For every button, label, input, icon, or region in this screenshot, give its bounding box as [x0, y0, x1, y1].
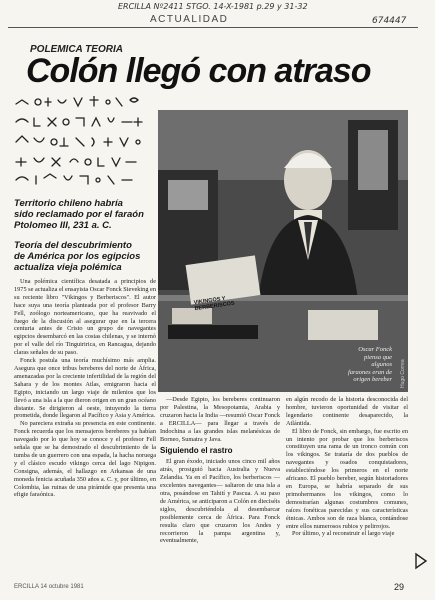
book-title: VIKINGOS Y BERBERISCOS	[193, 295, 236, 313]
paragraph: Fonck postula una teoría muchísimo más amplia. Asegura que once tribus bereberes del norte de África, amenazadas por la creciente infertilidad de la región del Sahara y de los montes Atlas, emigraron hacia el Egipto, iniciando un largo viaje de milenios que los llevó a una isla a la que dieron origen en un gran océano distante. Se dirigieron al oeste, intuyendo la tierra prometida, donde llegaron al Pacífico y Asia y América.	[14, 357, 156, 420]
footer-publication: ERCILLA 14 octubre 1981	[14, 584, 84, 590]
deck-line: de América por los egipcios	[14, 251, 141, 262]
deck-line: Territorio chileno habría	[14, 198, 123, 209]
page-number: 29	[394, 582, 405, 592]
paragraph: Una polémica científica desatada a principios de 1975 se actualiza el ensayista Oscar Fonck Sieveking en su reciente libro "Vikingos y Berberiscos". El autor hace suya una teoría planteada por el profesor Barry Fell, zoólogo norteamericano, que ha reavivado el fuego de la discusión al asegurar que en la tercera centuria antes de Cristo un grupo de navegantes egipcios desembarcó en las costas chilenas, y se internó por el valle del río Tinguiririca, en Rancagua, dejando claras señales de su paso.	[14, 278, 156, 357]
deck-line: Teoría del descubrimiento	[14, 240, 132, 251]
continue-arrow-icon	[414, 552, 428, 570]
deck-line: actualiza vieja polémica	[14, 262, 122, 273]
body-column-2	[160, 396, 280, 576]
caption-line: origen bereber	[353, 376, 392, 384]
paragraph: No pareciera extraña su presencia en este continente. Fonck recuerda que los mensajeros bereberes ya habían navegado por lo que hoy se conoce y el profesor Fell señala que se ha demostrado el descubrimiento de la tumba de un guerrero con una espada, la hacha noruega y el clásico escudo vikingo cerca del lago Nipigon. Consigna, además, el hallazgo en Arkansas de una moneda fenicia acuñada 350 años a. C. y, por último, en Colombia, las ruinas de una pirámide que presenta una efigie faraónica.	[14, 420, 156, 499]
deck-line: sido reclamado por el faraón	[14, 209, 144, 220]
inscription-glyphs	[12, 96, 154, 186]
header-rule	[8, 27, 418, 28]
handwritten-archive-note: ERCILLA Nº2411 STGO. 14-X-1981 p.29 y 31-32	[118, 2, 308, 11]
paragraph: El libro de Fonck, sin embargo, fue escrito en un intento por probar que los berberiscos constituyen una rama de un tronco común con los vikingos. Se trataría de dos pueblos de navegantes y osados conquistadores, estableciéndose los primeros en el norte africano. El pueblo bereber, según historiadores en Europa, se habría separado de sus primohermanos los vikingos, como lo demostrarían algunas costumbres comunes, raíces fonéticas parecidas y sus características étnicas. Ambos son de raza blanca, contándose entre ellos numerosos rubios y pelirrojos.	[286, 427, 408, 530]
body-column-3	[286, 396, 408, 576]
body-column-1	[14, 278, 156, 568]
paragraph: Por último, y al reconstruir el largo viaje	[292, 530, 395, 538]
handwritten-archive-number: 674447	[372, 16, 407, 26]
photo-caption	[302, 346, 392, 384]
caption-line: faraones eran de	[347, 368, 392, 376]
caption-line: piensa que	[364, 353, 392, 361]
deck-teoria	[14, 240, 159, 273]
paragraph: —Desde Egipto, los bereberes continuaron por Palestina, la Mesopotamia, Arabia y cruzaron hacia la India —resumió Oscar Fonck a ERCILLA— para llegar a través de Indochina a las grandes islas melanésicas de Borneo, Sumatra y Java.	[160, 396, 280, 443]
paragraph: en algún recodo de la historia desconocida del hombre, tuvieron oportunidad de visitar el legendario continente desaparecido, la Atlántida.	[286, 396, 408, 427]
article-photo	[158, 110, 408, 392]
section-label: ACTUALIDAD	[150, 14, 229, 25]
deck-line: Ptolomeo III, 231 a. C.	[14, 220, 112, 231]
deck-territorio	[14, 198, 159, 231]
headline: Colón llegó con atraso	[26, 52, 371, 90]
caption-line: Oscar Fonck	[358, 346, 392, 353]
subhead: Siguiendo el rastro	[160, 446, 233, 456]
paragraph: El gran éxodo, iniciado unos cinco mil años atrás, prosiguió hacia Australia y Nueva Zelandia. Ya en el Pacífico, los berberiscos —excelentes navegantes— saltaron de una isla a otra, posándose en Tahití y Pascua. A su paso de América, se anticiparon a Colón en dieciséis siglos, descubriéndola al desembarcar posiblemente cerca de África. Para Fonck resulta claro que cruzaron los Andes y recorrieron la pampa argentina y, eventualmente,	[160, 458, 280, 545]
caption-line: algunos	[371, 361, 392, 369]
kicker: POLEMICA TEORIA	[30, 44, 123, 55]
photo-credit: Hugo Correa	[400, 359, 406, 388]
